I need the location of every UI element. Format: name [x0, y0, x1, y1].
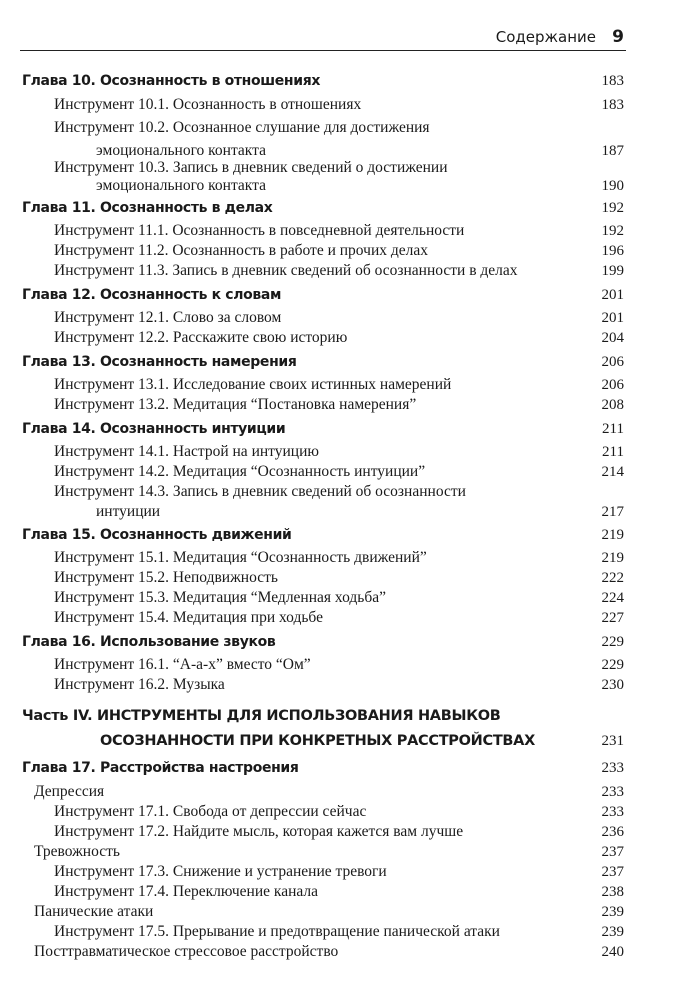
toc-chapter-entry: [0, 197, 673, 219]
toc-entry-page-number: 211: [602, 444, 624, 460]
toc-entry-page-number: 187: [601, 143, 624, 159]
toc-entry-title: Инструмент 16.1. “А-а-х” вместо “Ом”: [54, 656, 311, 673]
toc-tool-entry: [0, 801, 673, 823]
toc-entry-title: Панические атаки: [34, 903, 154, 920]
toc-tool-entry: [0, 881, 673, 903]
toc-entry-page-number: 211: [602, 421, 624, 437]
toc-entry-page-number: 206: [601, 377, 624, 393]
toc-entry-title: Инструмент 11.2. Осознанность в работе и прочих делах: [54, 242, 428, 259]
toc-tool-entry: [0, 567, 673, 589]
toc-entry-page-number: 240: [601, 944, 624, 960]
toc-chapter-entry: [0, 351, 673, 373]
toc-entry-page-number: 222: [601, 570, 624, 586]
toc-entry-page-number: 214: [601, 464, 624, 480]
toc-entry-page-number: 219: [601, 527, 624, 543]
toc-entry-title: Глава 16. Использование звуков: [22, 634, 276, 650]
toc-entry-title: Инструмент 12.2. Расскажите свою историю: [54, 329, 348, 346]
running-head-title: Содержание: [495, 28, 596, 46]
toc-entry-title: Депрессия: [34, 783, 105, 800]
toc-entry-title: Глава 11. Осознанность в делах: [22, 200, 273, 216]
toc-entry-page-number: 230: [601, 677, 624, 693]
toc-entry-page-number: 183: [601, 73, 624, 89]
toc-entry-title: Инструмент 10.1. Осознанность в отношениях: [54, 96, 362, 113]
toc-tool-entry: [0, 307, 673, 329]
toc-tool-entry: [0, 220, 673, 242]
toc-entry-page-number: 239: [601, 924, 624, 940]
toc-entry-title: Инструмент 10.3. Запись в дневник сведений о достижении: [54, 159, 448, 176]
toc-entry-title: Глава 15. Осознанность движений: [22, 527, 292, 543]
toc-tool-entry: [0, 821, 673, 843]
toc-entry-title: Инструмент 11.3. Запись в дневник сведений об осознанности в делах: [54, 262, 518, 279]
toc-entry-page-number: 204: [601, 330, 624, 346]
toc-tool-entry: [0, 374, 673, 396]
toc-chapter-entry: [0, 70, 673, 92]
toc-entry-title: Глава 17. Расстройства настроения: [22, 760, 299, 776]
toc-entry-title: Инструмент 15.3. Медитация “Медленная ходьба”: [54, 589, 386, 606]
toc-tool-entry: [0, 240, 673, 262]
toc-entry-page-number: 239: [601, 904, 624, 920]
toc-entry-page-number: 229: [601, 657, 624, 673]
toc-tool-entry: [0, 921, 673, 943]
toc-tool-entry: [0, 441, 673, 463]
toc-entry-page-number: 237: [601, 844, 624, 860]
toc-cont-entry: [0, 501, 673, 523]
toc-entry-page-number: 219: [601, 550, 624, 566]
toc-entry-title: Глава 13. Осознанность намерения: [22, 354, 297, 370]
toc-entry-page-number: 237: [601, 864, 624, 880]
toc-entry-title: ОСОЗНАННОСТИ ПРИ КОНКРЕТНЫХ РАССТРОЙСТВАХ: [100, 733, 535, 749]
toc-entry-title: Глава 10. Осознанность в отношениях: [22, 73, 321, 89]
toc-tool-entry: [0, 260, 673, 282]
toc-entry-page-number: 233: [601, 804, 624, 820]
toc-entry-page-number: 217: [601, 504, 624, 520]
toc-entry-page-number: 201: [601, 287, 624, 303]
toc-chapter-entry: [0, 524, 673, 546]
toc-entry-page-number: 199: [601, 263, 624, 279]
toc-entry-title: Инструмент 13.2. Медитация “Постановка намерения”: [54, 396, 417, 413]
toc-tool-entry: [0, 117, 673, 139]
toc-tool-entry: [0, 547, 673, 569]
toc-entry-title: Тревожность: [34, 843, 120, 860]
toc-tool-entry: [0, 94, 673, 116]
toc-entry-title: Инструмент 15.2. Неподвижность: [54, 569, 278, 586]
toc-entry-page-number: 190: [601, 178, 624, 194]
toc-section-entry: [0, 841, 673, 863]
toc-entry-title: Инструмент 15.4. Медитация при ходьбе: [54, 609, 323, 626]
toc-part-entry: [0, 705, 673, 727]
toc-entry-title: Инструмент 17.1. Свобода от депрессии сейчас: [54, 803, 367, 820]
toc-tool-entry: [0, 394, 673, 416]
toc-entry-title: Инструмент 17.2. Найдите мысль, которая кажется вам лучше: [54, 823, 464, 840]
toc-entry-page-number: 201: [601, 310, 624, 326]
toc-section-entry: [0, 901, 673, 923]
toc-tool-entry: [0, 481, 673, 503]
toc-entry-title: Инструмент 17.4. Переключение канала: [54, 883, 319, 900]
toc-chapter-entry: [0, 284, 673, 306]
toc-part2-entry: [0, 730, 673, 752]
toc-entry-page-number: 206: [601, 354, 624, 370]
toc-entry-title: Инструмент 15.1. Медитация “Осознанность движений”: [54, 549, 427, 566]
toc-entry-page-number: 196: [601, 243, 624, 259]
toc-chapter-entry: [0, 757, 673, 779]
toc-cont-entry: [0, 175, 673, 197]
toc-entry-title: Посттравматическое стрессовое расстройство: [34, 943, 339, 960]
toc-tool-entry: [0, 607, 673, 629]
toc-entry-page-number: 192: [601, 223, 624, 239]
toc-entry-title: Инструмент 17.3. Снижение и устранение тревоги: [54, 863, 387, 880]
toc-entry-page-number: 183: [601, 97, 624, 113]
toc-tool-entry: [0, 674, 673, 696]
toc-entry-title: Глава 14. Осознанность интуиции: [22, 421, 286, 437]
running-head-page-number: 9: [612, 27, 624, 47]
toc-entry-title: Инструмент 13.1. Исследование своих истинных намерений: [54, 376, 452, 393]
toc-section-entry: [0, 781, 673, 803]
toc-entry-title: Инструмент 17.5. Прерывание и предотвращение панической атаки: [54, 923, 500, 940]
toc-entry-title: Инструмент 12.1. Слово за словом: [54, 309, 282, 326]
toc-entry-page-number: 233: [601, 760, 624, 776]
toc-entry-title: Инструмент 14.1. Настрой на интуицию: [54, 443, 319, 460]
toc-entry-title: Инструмент 16.2. Музыка: [54, 676, 225, 693]
toc-entry-page-number: 192: [601, 200, 624, 216]
toc-entry-page-number: 208: [601, 397, 624, 413]
toc-entry-title: эмоционального контакта: [96, 177, 266, 194]
toc-entry-page-number: 238: [601, 884, 624, 900]
toc-tool-entry: [0, 461, 673, 483]
toc-entry-title: Инструмент 10.2. Осознанное слушание для достижения: [54, 119, 430, 136]
toc-tool-entry: [0, 587, 673, 609]
toc-entry-page-number: 224: [601, 590, 624, 606]
toc-entry-page-number: 233: [601, 784, 624, 800]
toc-tool-entry: [0, 327, 673, 349]
toc-entry-title: Инструмент 14.3. Запись в дневник сведений об осознанности: [54, 483, 466, 500]
toc-entry-title: Инструмент 11.1. Осознанность в повседневной деятельности: [54, 222, 465, 239]
toc-entry-page-number: 236: [601, 824, 624, 840]
toc-entry-page-number: 227: [601, 610, 624, 626]
toc-entry-title: Глава 12. Осознанность к словам: [22, 287, 282, 303]
toc-entry-page-number: 229: [601, 634, 624, 650]
toc-tool-entry: [0, 654, 673, 676]
toc-chapter-entry: [0, 631, 673, 653]
toc-entry-title: эмоционального контакта: [96, 142, 266, 159]
toc-section-entry: [0, 941, 673, 963]
toc-entry-title: Инструмент 14.2. Медитация “Осознанность интуиции”: [54, 463, 426, 480]
toc-entry-title: интуиции: [96, 503, 161, 520]
toc-entry-title: Часть IV. ИНСТРУМЕНТЫ ДЛЯ ИСПОЛЬЗОВАНИЯ НАВЫКОВ: [22, 708, 501, 724]
toc-chapter-entry: [0, 418, 673, 440]
toc-entry-page-number: 231: [601, 733, 624, 749]
toc-tool-entry: [0, 861, 673, 883]
